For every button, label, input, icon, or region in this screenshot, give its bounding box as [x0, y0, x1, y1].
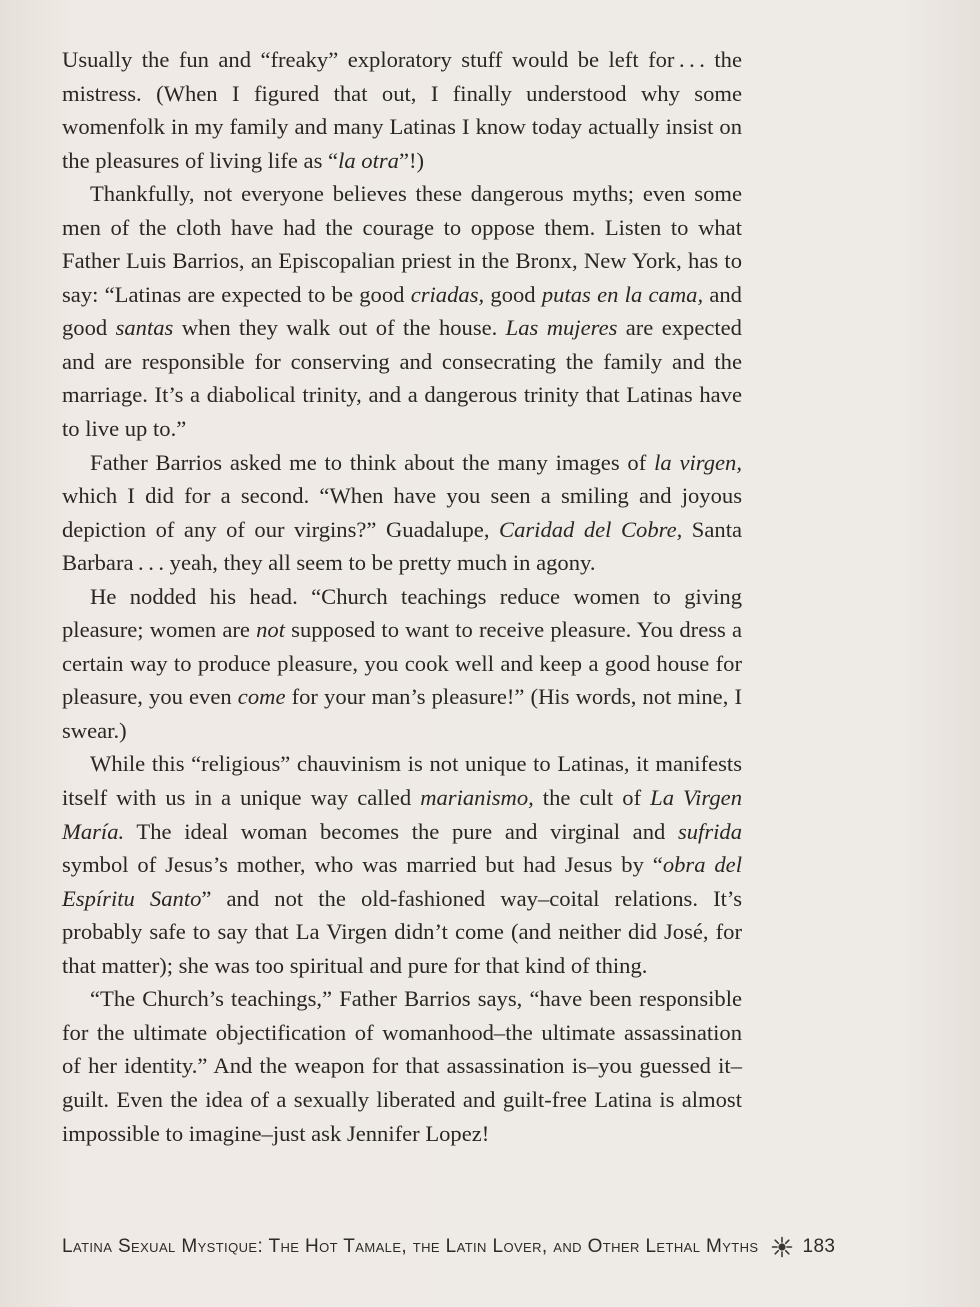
text-run: The ideal woman becomes the pure and virginal and: [124, 818, 678, 844]
italic-text-run: putas en la cama,: [541, 281, 704, 307]
italic-text-run: criadas,: [410, 281, 485, 307]
text-run: symbol of Jesus’s mother, who was married but had Jesus by “: [62, 852, 663, 878]
text-run: the cult of: [533, 785, 651, 811]
italic-text-run: marianismo,: [420, 785, 534, 811]
italic-text-run: Caridad del Cobre,: [499, 516, 683, 542]
sun-burst-ornament-icon: [771, 1236, 793, 1258]
text-run: “The Church’s teachings,” Father Barrios says, “have been responsible for the ultimate objectification of womanhood–the ultimate assassination of her identity.” And the weapon for that assassination is–you guessed it–guilt. Even the idea of a sexually liberated and guilt-free Latina is almost impossible to imagine–just ask Jennifer Lopez!: [62, 986, 742, 1146]
text-run: good: [484, 281, 542, 307]
running-head: Latina Sexual Mystique: The Hot Tamale, the Latin Lover, and Other Lethal Myths: [62, 1236, 759, 1257]
italic-text-run: Las mujeres: [505, 315, 618, 341]
italic-text-run: come: [237, 684, 286, 710]
text-run: for your man’s pleasure!” (His words, not mine, I swear.): [62, 684, 742, 743]
italic-text-run: la virgen,: [654, 449, 742, 475]
text-run: Usually the fun and “freaky” exploratory stuff would be left for . . . the mistress. (When I figured that out, I finally understood why some womenfolk in my family and many Latinas I know today actually insist on the pleasures of living life as “: [62, 47, 742, 173]
text-run: Thankfully, not everyone believes these dangerous myths; even some men of the cloth have had the courage to oppose them. Listen to what Father Luis Barrios, an Episcopalian priest in the Bronx, New York, has to say: “Latinas are expected to be good: [62, 181, 742, 307]
text-run: supposed to want to receive pleasure. You dress a certain way to produce pleasure, you cook well and keep a good house for pleasure, you even: [62, 617, 742, 710]
paragraph: [62, 982, 742, 1150]
text-run: ” and not the old-fashioned way–coital relations. It’s probably safe to say that La Virgen didn’t come (and neither did José, for that matter); she was too spiritual and pure for that kind of thing.: [62, 885, 742, 978]
text-run: and good: [62, 281, 742, 341]
italic-text-run: obra del Espíritu Santo: [62, 852, 742, 911]
paragraph: [62, 43, 742, 177]
italic-text-run: santas: [115, 315, 174, 341]
text-run: which I did for a second. “When have you seen a smiling and joyous depiction of any of our virgins?” Guadalupe,: [62, 483, 742, 542]
body-text: [62, 43, 742, 1150]
text-run: He nodded his head. “Church teachings reduce women to giving pleasure; women are: [62, 583, 742, 643]
italic-text-run: la otra: [338, 147, 399, 173]
paragraph: [62, 177, 742, 445]
text-run: are expected and are responsible for conserving and consecrating the family and the marriage. It’s a diabolical trinity, and a dangerous trinity that Latinas have to live up to.”: [62, 315, 742, 442]
page-number: 183: [802, 1236, 836, 1257]
paragraph: [62, 747, 742, 982]
text-run: While this “religious” chauvinism is not unique to Latinas, it manifests itself with us in a unique way called: [62, 751, 742, 811]
italic-text-run: not: [256, 617, 285, 643]
text-run: Father Barrios asked me to think about the many images of: [90, 449, 655, 475]
page-footer: [62, 1232, 942, 1262]
text-run: ”!): [398, 147, 425, 173]
paragraph: [62, 446, 742, 580]
text-run: Santa Barbara . . . yeah, they all seem to be pretty much in agony.: [62, 516, 742, 576]
paragraph: [62, 580, 742, 748]
italic-text-run: La Virgen María.: [62, 785, 742, 844]
text-run: when they walk out of the house.: [173, 315, 506, 341]
italic-text-run: sufrida: [677, 818, 742, 844]
